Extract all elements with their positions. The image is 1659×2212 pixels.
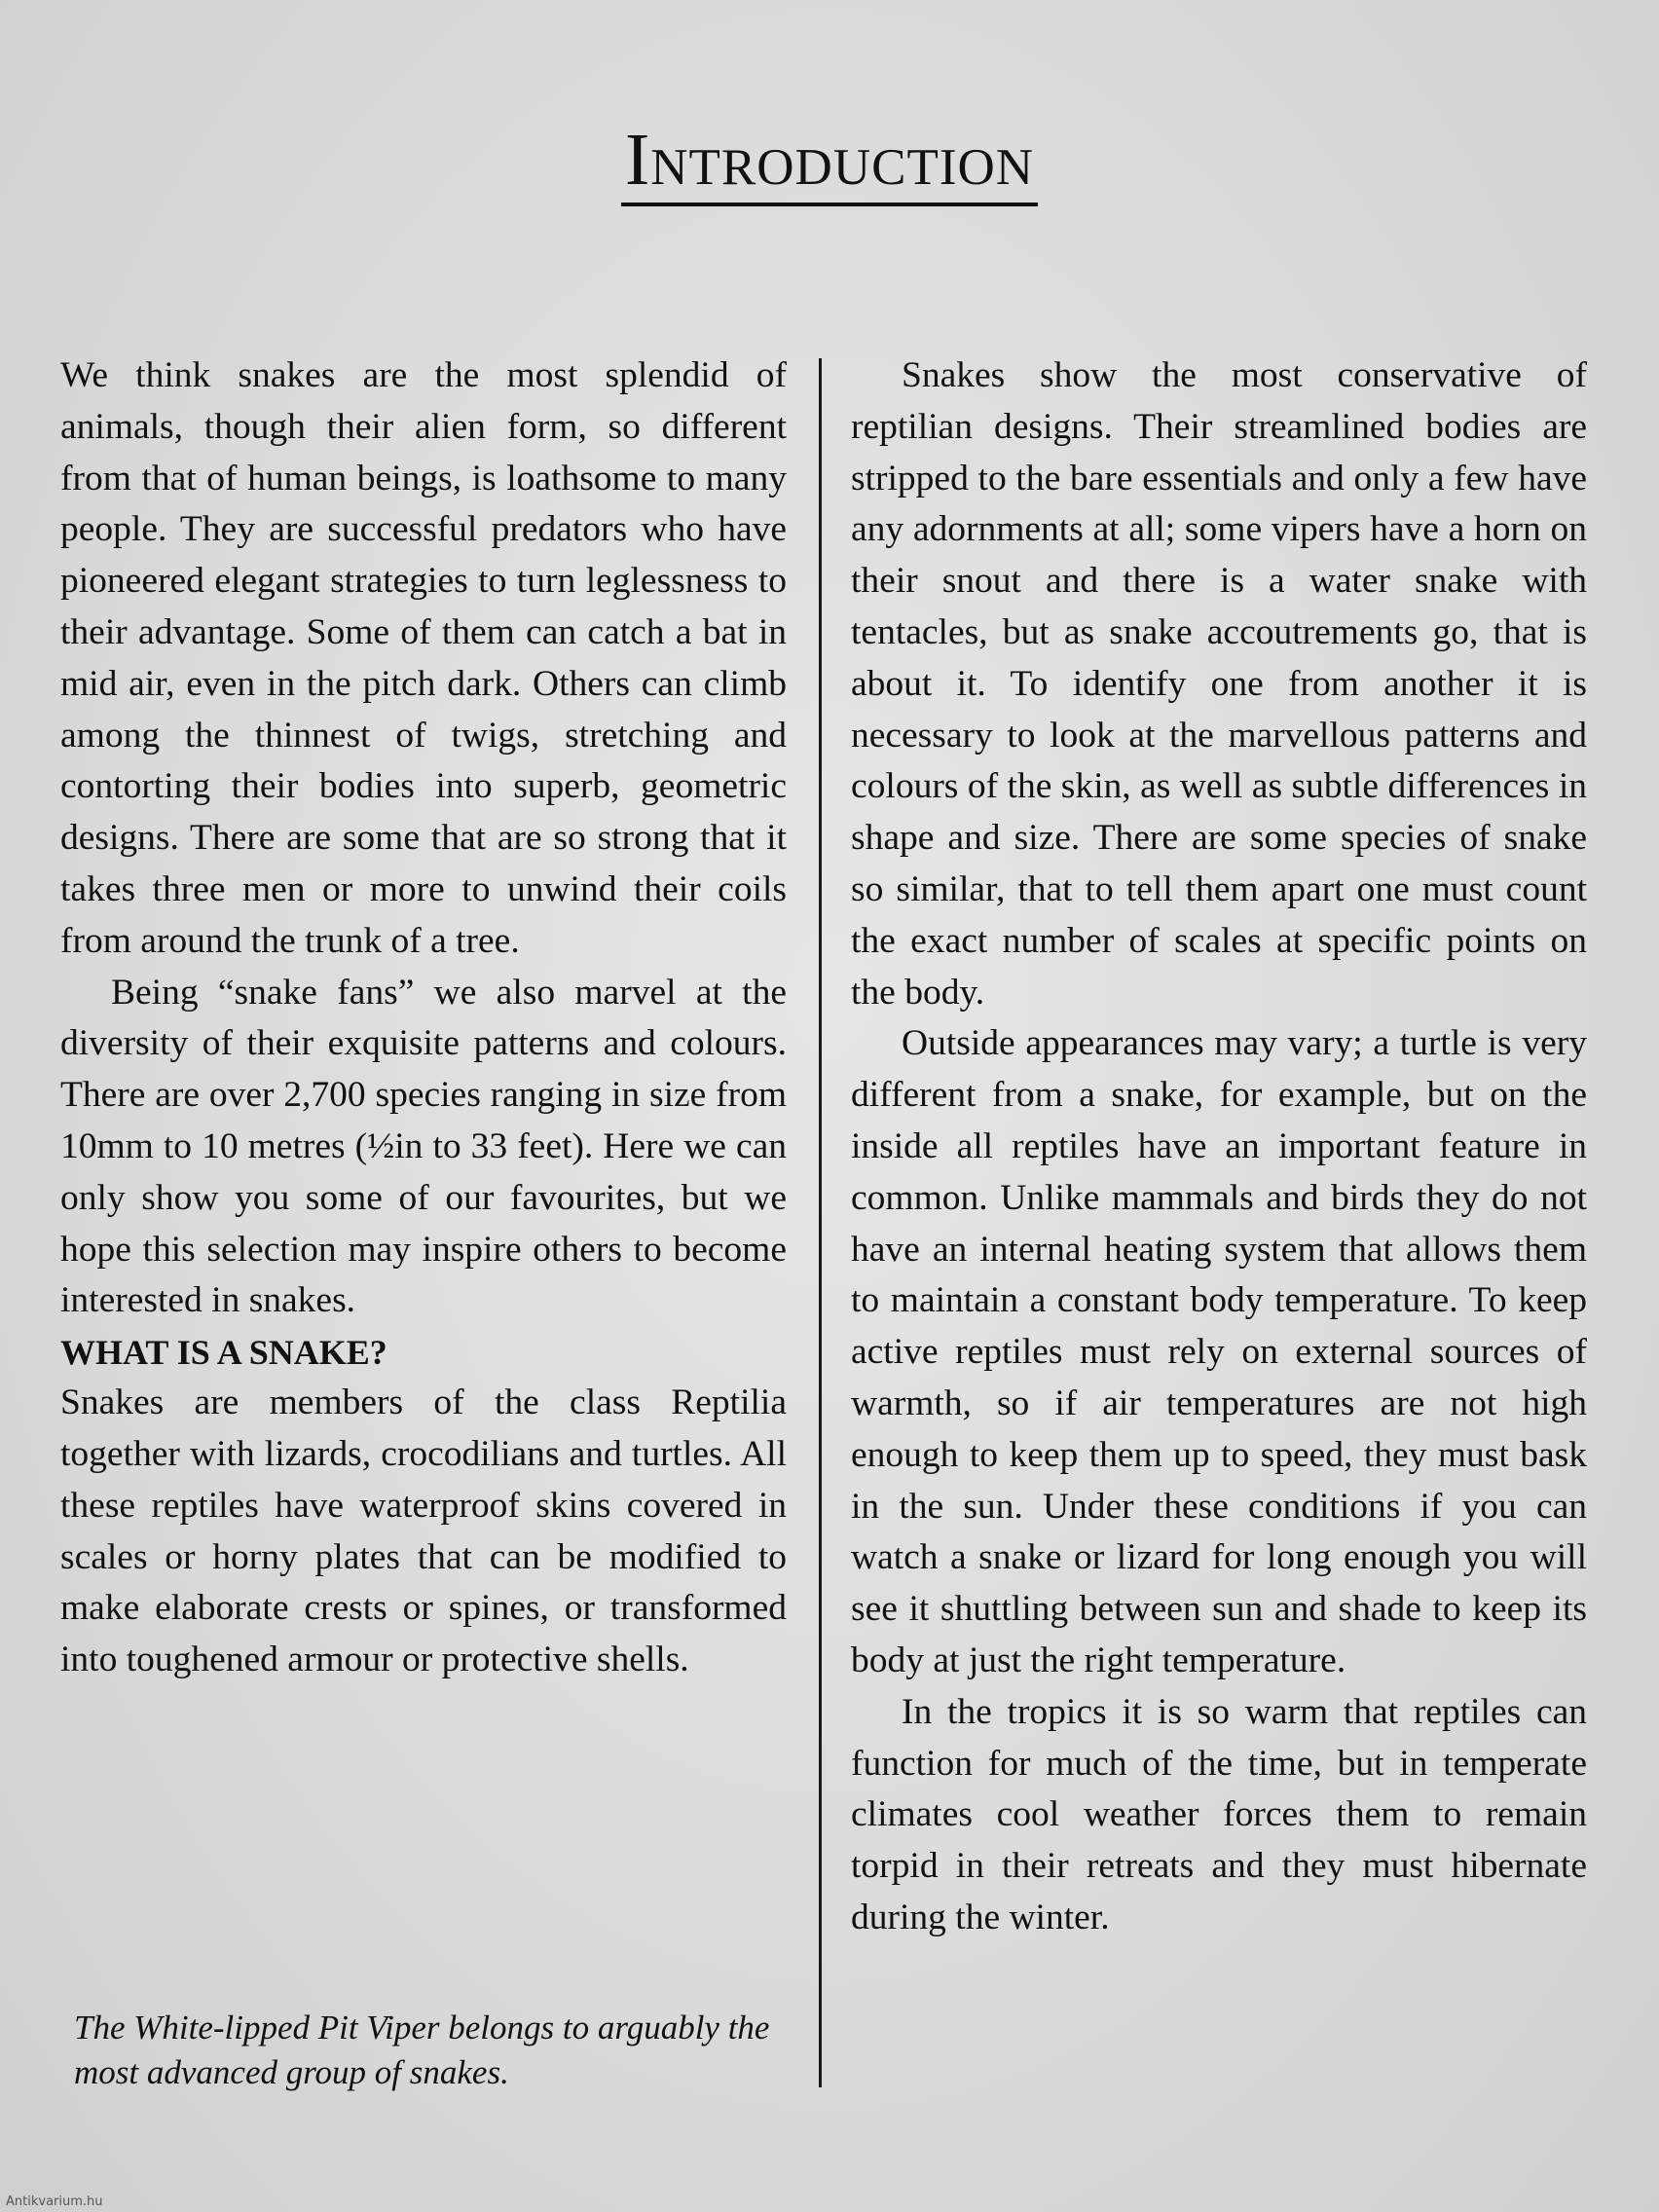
paragraph: Snakes show the most conservative of reptilian designs. Their streamlined bodies are stripped to the bare essentials and only a few have any adornments at all; some vipers have a horn on their snout and there is a water snake with tentacles, but as snake accoutrements go, that is about it. To identify one from another it is necessary to look at the marvellous patterns and colours of the skin, as well as subtle differences in shape and size. There are some species of snake so similar, that to tell them apart one must count the exact number of scales at specific points on the body.	[851, 355, 1587, 1013]
watermark: Antikvarium.hu	[6, 2194, 103, 2209]
paragraph: Snakes are members of the class Reptilia together with lizards, crocodilians and turtles. All these reptiles have waterproof skins covered in scales or horny plates that can be modified to make elaborate crests or spines, or transformed into toughened armour or protective shells.	[60, 1382, 787, 1680]
paragraph: In the tropics it is so warm that reptiles can function for much of the time, but in temperate climates cool weather forces them to remain torpid in their retreats and they must hibernate during the winter.	[851, 1691, 1587, 1937]
paragraph: Outside appearances may vary; a turtle is very different from a snake, for example, but on the inside all reptiles have an important feature in common. Unlike mammals and birds they do not have an internal heating system that allows them to maintain a constant body temperature. To keep active reptiles must rely on external sources of warmth, so if air temperatures are not high enough to keep them up to speed, they must bask in the sun. Under these conditions if you can watch a snake or lizard for long enough you will see it shuttling between sun and shade to keep its body at just the right temperature.	[851, 1023, 1587, 1680]
left-column	[60, 350, 787, 1686]
paragraph: We think snakes are the most splendid of animals, though their alien form, so different from that of human beings, is loathsome to many people. They are successful predators who have pioneered elegant strategies to turn leglessness to their advantage. Some of them can catch a bat in mid air, even in the pitch dark. Others can climb among the thinnest of twigs, stretching and contorting their bodies into superb, geometric designs. There are some that are so strong that it takes three men or more to unwind their coils from around the trunk of a tree.	[60, 355, 787, 961]
right-column	[851, 350, 1587, 1944]
page-title: Introduction	[0, 118, 1659, 206]
paragraph: Being “snake fans” we also marvel at the diversity of their exquisite patterns and colours. There are over 2,700 species ranging in size from 10mm to 10 metres (½in to 33 feet). Here we can only show you some of our favourites, but we hope this selection may inspire others to become interested in snakes.	[60, 972, 787, 1321]
image-caption: The White-lipped Pit Viper belongs to arguably the most advanced group of snakes.	[74, 2009, 770, 2091]
section-heading: WHAT IS A SNAKE?	[60, 1333, 387, 1373]
column-divider	[819, 358, 822, 2087]
